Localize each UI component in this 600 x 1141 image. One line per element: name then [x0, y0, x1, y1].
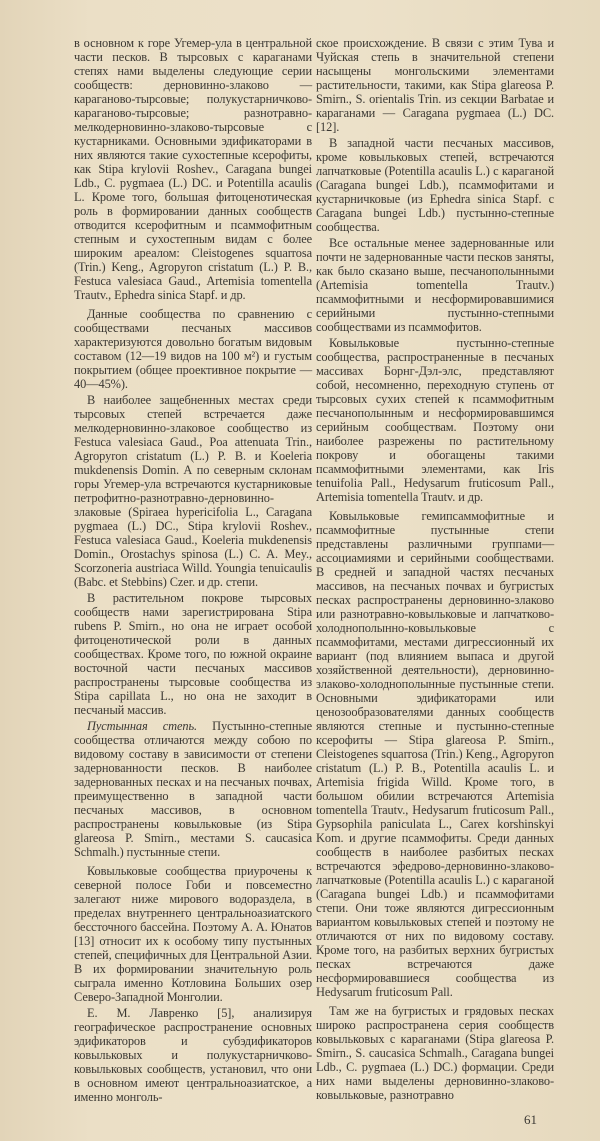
paragraph: В наиболее защебненных местах среди тырсовых степей встречается даже мелкодерновинно-злаковое сообщество из Festuca valesiaca Gaud., Poa attenuata Trin., Agropyron cristatum (L.) P. B. и Koeleria mukdenensis Domin. А по северным склонам горы Угемер-ула встречаются кустарниковые петрофитно-разнотравно-дерновинно-злаковые (Spiraea hypericifolia L., Caragana pygmaea (L.) DC., Stipa krylovii Roshev., Festuca valesiaca Gaud., Koeleria mukdenensis Domin., Orostachys spinosa (L.) C. A. Mey., Scorzoneria austriaca Willd. Youngia tenuicaulis (Babc. et Stebbins) Czer. и др. степи. — [74, 393, 312, 589]
section-heading: Пустынная степь. — [87, 719, 198, 733]
paragraph: Е. М. Лавренко [5], анализируя географическое распространение основных эдификаторов и субэдификаторов ковыльковых и полукустарничково-ковыльковых сообществ, установил, что они в основном имеют центральноазиатское, а именно монголь- — [74, 1006, 312, 1104]
right-text-column — [316, 36, 554, 1104]
paragraph: ское происхождение. В связи с этим Тува и Чуйская степь в значительной степени насыщены монгольскими элементами растительности, такими, как Stipa glareosa P. Smirn., S. orientalis Trin. из секции Barbatae и караганами — Caragana pygmaea (L.) DC. [12]. — [316, 36, 554, 134]
paragraph: в основном к горе Угемер-ула в центральной части песков. В тырсовых с караганами степях нами выделены следующие серии сообществ: дерновинно-злаково — караганово-тырсовые; полукустарничково-караганово-тырсовые; разнотравно-мелкодерновинно-злаково-тырсовые с кустарниками. Основными эдификаторами в них являются такие сухостепные ксерофиты, как Stipa krylovii Roshev., Caragana bungei Ldb., C. pygmaea (L.) DC. и Potentilla acaulis L. Кроме того, большая фитоценотическая роль в формировании данных сообществ отводится ксерофитным и псаммофитным степным и сухостепным видам с более широким ареалом: Cleistogenes squarrosa (Trin.) Keng., Agropyron cristatum (L.) P. B., Festuca valesiaca Gaud., Artemisia tomentella Trautv., Ephedra sinica Stapf. и др. — [74, 36, 312, 302]
paragraph: В растительном покрове тырсовых сообществ нами зарегистрирована Stipa rubens P. Smirn., но она не играет особой фитоценотической роли в данных сообществах. Кроме того, по южной окраине восточной части песчаных массивов распространены тырсовые сообщества из Stipa capillata L., но она не заходит в песчаный массив. — [74, 591, 312, 717]
paragraph: Ковыльковые сообщества приурочены к северной полосе Гоби и повсеместно залегают ниже мирового водораздела, в пределах внутреннего центральноазиатского бессточного бассейна. Поэтому А. А. Юнатов [13] относит их к особому типу пустынных степей, специфичных для Центральной Азии. В их формировании значительную роль сыграла именно Котловина Больших озер Северо-Западной Монголии. — [74, 864, 312, 1004]
paragraph: Ковыльковые пустынно-степные сообщества, распространенные в песчаных массивах Борнг-Дэл-элс, представляют собой, несомненно, переходную ступень от тырсовых сухих степей к псаммофитным песчанополынным и несформировавшимся серийным сообществам. Поэтому они наиболее разрежены по растительному покрову и обогащены такими псаммофитными элементами, как Iris tenuifolia Pall., Hedysarum fruticosum Pall., Artemisia tomentella Trautv. и др. — [316, 336, 554, 504]
paragraph: Там же на бугристых и грядовых песках широко распространена серия сообществ ковыльковых с караганами (Stipa glareosa P. Smirn., S. caucasica Schmalh., Caragana bungei Ldb., C. pygmaea (L.) DC.) формации. Среди них нами выделены дерновинно-злаково-ковыльковые, разнотравно — [316, 1004, 554, 1102]
left-text-column — [74, 36, 312, 1106]
paragraph: В западной части песчаных массивов, кроме ковыльковых степей, встречаются лапчатковые (Potentilla acaulis L.) с караганой (Caragana bungei Ldb.), псаммофитами и кустарничковые (из Ephedra sinica Stapf. с Caragana bungei Ldb.) пустынно-степные сообщества. — [316, 136, 554, 234]
paragraph — [74, 719, 312, 859]
paragraph: Ковыльковые гемипсаммофитные и псаммофитные пустынные степи представлены различными группами—ассоциамиями и серийными сообществами. В средней и западной частях песчаных массивов, на песчаных почвах и бугристых песках распространены дерновинно-злаково или разнотравно-ковыльковые и лапчатково-холоднополынно-ковыльковые с псаммофитами, местами дигрессионный их вариант (под влиянием выпаса и другой хозяйственной деятельности), дерновинно-злаково-холоднополынные пустынные степи. Основными эдификаторами или ценозообразователями данных сообществ являются степные и пустынно-степные ксерофиты — Stipa glareosa P. Smirn., Cleistogenes squarrosa (Trin.) Keng., Agropyron cristatum (L.) P. B., Potentilla acaulis L. и Artemisia frigida Willd. Кроме того, в большом обилии встречаются Artemisia tomentella Trautv., Hedysarum fruticosum Pall., Gypsophila paniculata L., Carex korshinskyi Kom. и другие псаммофиты. Среди данных сообществ в наиболее разбитых песках встречаются эфедрово-дерновинно-злаково-лапчатковые (Potentilla acaulis L.) с караганой (Caragana bungei Ldb.) и псаммофитами степи. Они тоже являются дигрессионным вариантом ковыльковых степей и поэтому не отличаются от них по видовому составу. Кроме того, на разбитых верхних бугристых песках встречаются даже несформировавшиеся сообщества из Hedysarum fruticosum Pall. — [316, 509, 554, 999]
paragraph: Данные сообщества по сравнению с сообществами песчаных массивов характеризуются довольно богатым видовым составом (12—19 видов на 100 м²) и густым покрытием (общее проективное покрытие — 40—45%). — [74, 307, 312, 391]
paragraph-text: Пустынно-степные сообщества отличаются между собою по видовому составу в зависимости от степени задернованности песков. В наиболее задернованных песках и на песчаных почвах, преимущественно в западной части песчаных массивов, в основном распространены ковыльковые (из Stipa glareosa P. Smirn., местами S. caucasica Schmalh.) пустынные степи. — [74, 719, 312, 859]
page-number: 61 — [524, 1112, 537, 1127]
paragraph: Все остальные менее задернованные или почти не задернованные части песков заняты, как было сказано выше, песчанополынными (Artemisia tomentella Trautv.) псаммофитными и несформировавшимися серийными пустынно-степными сообществами из псаммофитов. — [316, 236, 554, 334]
